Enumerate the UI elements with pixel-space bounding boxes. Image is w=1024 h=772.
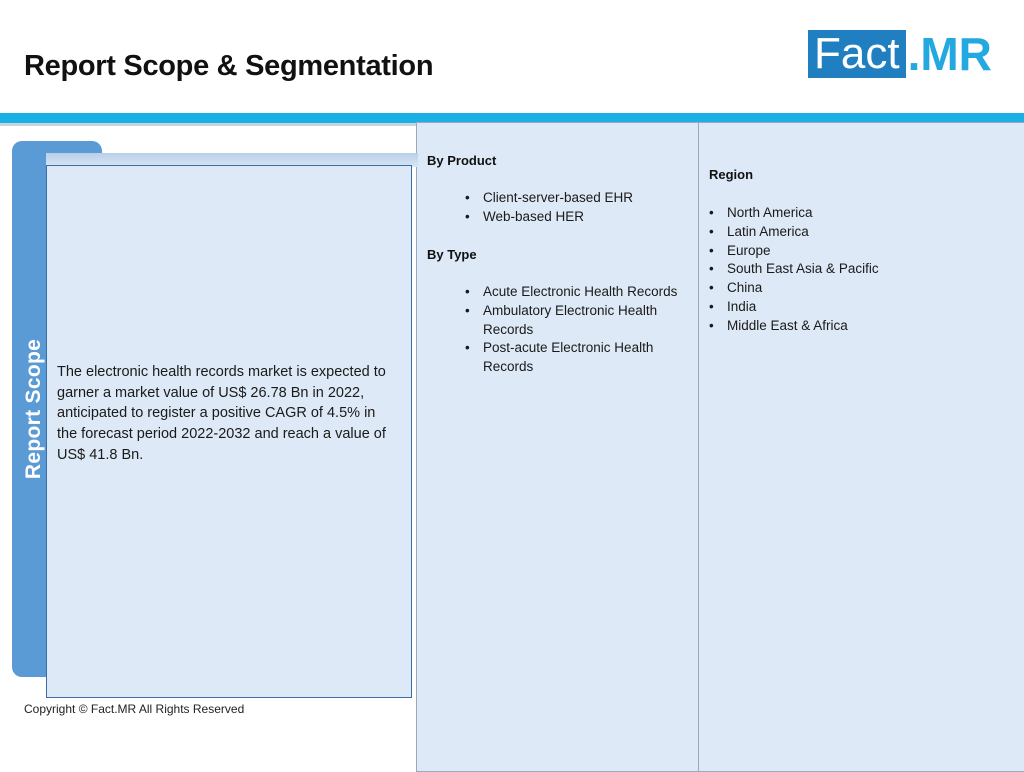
- list-item: • Middle East & Africa: [707, 317, 1007, 336]
- list-item: • India: [707, 298, 1007, 317]
- list-item: • South East Asia & Pacific: [707, 260, 1007, 279]
- region-list: [707, 204, 1007, 336]
- segmentation-panel-region: [698, 122, 1024, 772]
- list-item: • Europe: [707, 242, 1007, 261]
- copyright-footer: Copyright © Fact.MR All Rights Reserved: [24, 702, 245, 716]
- page-title: Report Scope & Segmentation: [24, 50, 434, 82]
- segmentation-panel-product-type: [416, 122, 699, 772]
- list-item: • China: [707, 279, 1007, 298]
- by-product-list: [463, 189, 693, 227]
- list-item: • Ambulatory Electronic Health Records: [463, 302, 695, 340]
- header-divider-shadow: [0, 123, 416, 126]
- list-item: • Post-acute Electronic Health Records: [463, 339, 695, 377]
- list-item: • North America: [707, 204, 1007, 223]
- by-type-heading: By Type: [427, 247, 477, 262]
- list-item: • Latin America: [707, 223, 1007, 242]
- region-heading: Region: [709, 167, 754, 182]
- by-type-list: [463, 283, 695, 377]
- factmr-logo: [808, 30, 992, 78]
- report-scope-text: The electronic health records market is expected to garner a market value of US$ 26.78 Bn in 2022, anticipated to register a positive CAGR of 4.5% in the forecast period 2022-2032 and reach a value of US$ 41.8 Bn.: [57, 364, 386, 463]
- logo-tail-text: .MR: [907, 28, 992, 80]
- logo-main-text: Fact: [808, 30, 906, 78]
- report-scope-box: [46, 165, 412, 698]
- report-scope-tab-label: Report Scope: [22, 338, 45, 480]
- list-item: • Acute Electronic Health Records: [463, 283, 695, 302]
- by-product-heading: By Product: [427, 153, 497, 168]
- list-item: • Web-based HER: [463, 208, 693, 227]
- list-item: • Client-server-based EHR: [463, 189, 693, 208]
